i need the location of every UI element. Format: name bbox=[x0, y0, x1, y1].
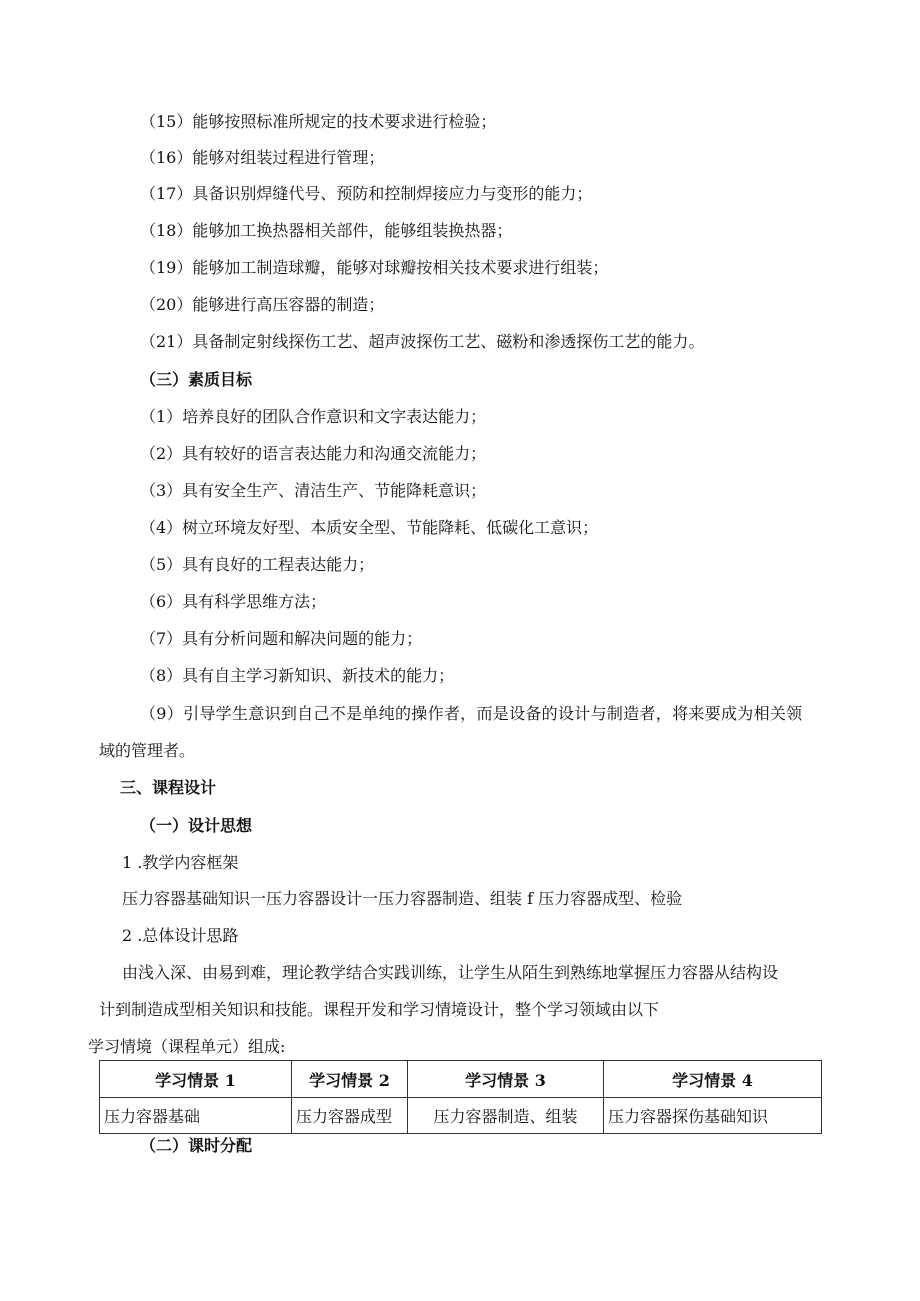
table-header-row bbox=[100, 1061, 822, 1098]
skill-item-19: （19）能够加工制造球瓣，能够对球瓣按相关技术要求进行组装； bbox=[140, 258, 609, 277]
quality-goals-heading: （三）素质目标 bbox=[140, 370, 253, 389]
table-header-cell: 学习情景 1 bbox=[100, 1061, 292, 1098]
skill-item-21: （21）具备制定射线探伤工艺、超声波探伤工艺、磁粉和渗透探伤工艺的能力。 bbox=[140, 332, 705, 351]
skill-item-20: （20）能够进行高压容器的制造； bbox=[140, 295, 385, 314]
table-row bbox=[100, 1098, 822, 1134]
section-heading: 三、课程设计 bbox=[120, 778, 217, 797]
table-header-cell: 学习情景 2 bbox=[292, 1061, 408, 1098]
table-header-cell: 学习情景 3 bbox=[408, 1061, 604, 1098]
quality-item-9-line2: 域的管理者。 bbox=[99, 741, 196, 760]
framework-title: 1 .教学内容框架 bbox=[122, 853, 239, 872]
table-cell: 压力容器制造、组装 bbox=[408, 1098, 604, 1134]
quality-item-7: （7）具有分析问题和解决问题的能力； bbox=[140, 629, 423, 648]
design-idea-heading: （一）设计思想 bbox=[140, 816, 253, 835]
skill-item-17: （17）具备识别焊缝代号、预防和控制焊接应力与变形的能力； bbox=[140, 184, 593, 203]
quality-item-8: （8）具有自主学习新知识、新技术的能力； bbox=[140, 666, 455, 685]
quality-item-4: （4）树立环境友好型、本质安全型、节能降耗、低碳化工意识； bbox=[140, 518, 599, 537]
overall-line-2: 计到制造成型相关知识和技能。课程开发和学习情境设计，整个学习领域由以下 bbox=[99, 1000, 660, 1019]
table-header-cell: 学习情景 4 bbox=[604, 1061, 822, 1098]
table-cell: 压力容器成型 bbox=[292, 1098, 408, 1134]
table-cell: 压力容器探伤基础知识 bbox=[604, 1098, 822, 1134]
quality-item-5: （5）具有良好的工程表达能力； bbox=[140, 555, 375, 574]
skill-item-15: （15）能够按照标准所规定的技术要求进行检验； bbox=[140, 112, 497, 131]
overall-line-1: 由浅入深、由易到难，理论教学结合实践训练，让学生从陌生到熟练地掌握压力容器从结构设 bbox=[122, 963, 779, 982]
overall-line-3: 学习情境（课程单元）组成: bbox=[88, 1037, 286, 1056]
table-cell: 压力容器基础 bbox=[100, 1098, 292, 1134]
quality-item-2: （2）具有较好的语言表达能力和沟通交流能力； bbox=[140, 444, 487, 463]
framework-content: 压力容器基础知识一压力容器设计一压力容器制造、组装 f 压力容器成型、检验 bbox=[122, 889, 683, 908]
skill-item-16: （16）能够对组装过程进行管理； bbox=[140, 148, 385, 167]
learning-situations-table bbox=[99, 1060, 822, 1134]
quality-item-1: （1）培养良好的团队合作意识和文字表达能力； bbox=[140, 407, 487, 426]
quality-item-3: （3）具有安全生产、清洁生产、节能降耗意识； bbox=[140, 481, 487, 500]
hours-allocation-heading: （二）课时分配 bbox=[140, 1136, 253, 1155]
skill-item-18: （18）能够加工换热器相关部件，能够组装换热器； bbox=[140, 221, 513, 240]
overall-title: 2 .总体设计思路 bbox=[122, 926, 239, 945]
quality-item-6: （6）具有科学思维方法； bbox=[140, 592, 327, 611]
quality-item-9-line1: （9）引导学生意识到自己不是单纯的操作者，而是设备的设计与制造者，将来要成为相关领 bbox=[140, 704, 803, 723]
